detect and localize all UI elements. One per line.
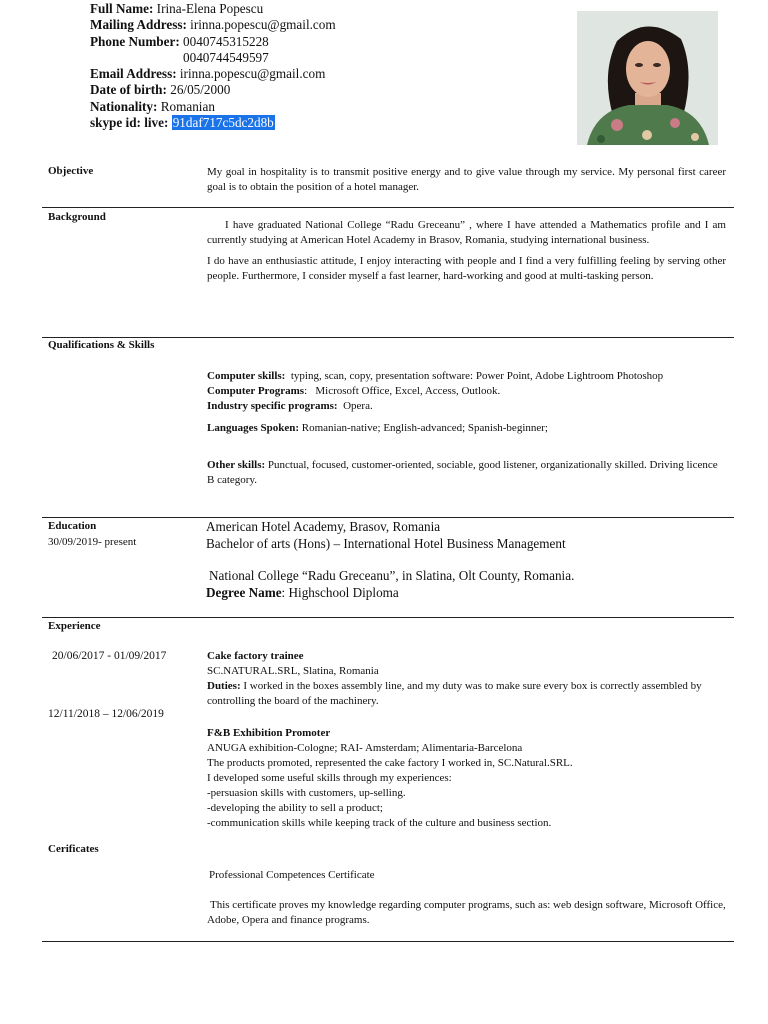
job2-line: -persuasion skills with customers, up-selling. (207, 787, 406, 799)
school-2: National College “Radu Greceanu”, in Slatina, Olt County, Romania. (209, 568, 575, 583)
divider (42, 617, 734, 618)
education-heading: Education (48, 520, 97, 532)
divider (42, 337, 734, 338)
portrait-image (577, 11, 718, 145)
other-skills: Other skills: Punctual, focused, customer-oriented, sociable, good listener, organizationally skilled. Driving licence B category. (207, 459, 718, 486)
experience-heading: Experience (48, 620, 101, 632)
full-name-row: Full Name: Irina-Elena Popescu (90, 1, 264, 16)
nationality-row: Nationality: Romanian (90, 98, 215, 114)
divider (42, 207, 734, 208)
certificate-name: Professional Competences Certificate (209, 869, 375, 881)
skills-block (207, 369, 726, 488)
job1-block (207, 649, 726, 709)
job2-line: I developed some useful skills through my experiences: (207, 772, 452, 784)
job2-block (207, 726, 726, 831)
nationality: Romanian (160, 98, 215, 114)
skills-heading: Qualifications & Skills (48, 339, 155, 351)
job2-line: The products promoted, represented the cake factory I worked in, SC.Natural.SRL. (207, 757, 573, 769)
date-of-birth: 26/05/2000 (170, 82, 231, 98)
education-date: 30/09/2019- present (48, 536, 137, 548)
job1-company: SC.NATURAL.SRL, Slatina, Romania (207, 665, 379, 677)
job2-date: 12/11/2018 – 12/06/2019 (48, 708, 164, 720)
phone-1: 0040745315228 (183, 33, 269, 49)
computer-skills: Computer skills: typing, scan, copy, presentation software: Power Point, Adobe Lightroom Photoshop (207, 370, 664, 382)
computer-programs: Computer Programs: Microsoft Office, Excel, Access, Outlook. (207, 385, 501, 397)
objective-text: My goal in hospitality is to transmit positive energy and to give value through my service. My personal first career goal is to obtain the position of a hotel manager. (207, 166, 726, 193)
education-block (206, 519, 574, 601)
email-address: irinna.popescu@gmail.com (179, 66, 326, 82)
divider (42, 517, 734, 518)
phone-row-2 (90, 50, 336, 66)
phone-row: Phone Number: 0040745315228 (90, 33, 269, 49)
degree-1: Bachelor of arts (Hons) – International Hotel Business Management (206, 535, 566, 551)
certificate-text: This certificate proves my knowledge regarding computer programs, such as: web design software, Microsoft Office, Adobe, Opera and finance programs. (207, 899, 726, 926)
degree-2: Degree Name: Highschool Diploma (206, 584, 399, 600)
background-heading: Background (48, 211, 106, 223)
job1-duties: Duties: I worked in the boxes assembly line, and my duty was to make sure every box is correctly assembled by controlling the board of the machinery. (207, 680, 702, 707)
skype-id-selected[interactable]: 91daf717c5dc2d8b (172, 115, 274, 131)
skype-row: skype id: live: 91daf717c5dc2d8b (90, 115, 274, 131)
contact-block (90, 1, 336, 131)
phone-2: 0040744549597 (183, 49, 269, 65)
full-name: Irina-Elena Popescu (156, 1, 264, 16)
job1-title: Cake factory trainee (207, 650, 304, 662)
mailing-row: Mailing Address: irinna.popescu@gmail.com (90, 17, 336, 33)
profile-photo (577, 11, 718, 145)
industry-programs: Industry specific programs: Opera. (207, 400, 373, 412)
job1-date: 20/06/2017 - 01/09/2017 (52, 650, 167, 662)
objective-heading: Objective (48, 165, 94, 177)
job2-line: -developing the ability to sell a product; (207, 802, 383, 814)
job2-title: F&B Exhibition Promoter (207, 727, 331, 739)
school-1: American Hotel Academy, Brasov, Romania (206, 519, 441, 534)
certificates-heading: Cerificates (48, 843, 99, 855)
job2-line: -communication skills while keeping track of the culture and business section. (207, 817, 552, 829)
divider (42, 941, 734, 942)
job2-line: ANUGA exhibition-Cologne; RAI- Amsterdam; Alimentaria-Barcelona (207, 742, 523, 754)
dob-row: Date of birth: 26/05/2000 (90, 82, 231, 98)
email-row: Email Address: irinna.popescu@gmail.com (90, 66, 326, 82)
mailing-address: irinna.popescu@gmail.com (190, 17, 336, 33)
background-text: I have graduated National College “Radu Greceanu” , where I have attended a Mathematics profile and I am currently studying at American Hotel Academy in Brasov, Romania, studying international business. I do have an enthusiastic attitude, I enjoy interacting with people and I find a very fulfilling feeling by serving other people. Furthermore, I consider myself a fast learner, hard-working and good at multi-tasking person. (207, 219, 726, 282)
languages-spoken: Languages Spoken: Romanian-native; English-advanced; Spanish-beginner; (207, 422, 548, 434)
